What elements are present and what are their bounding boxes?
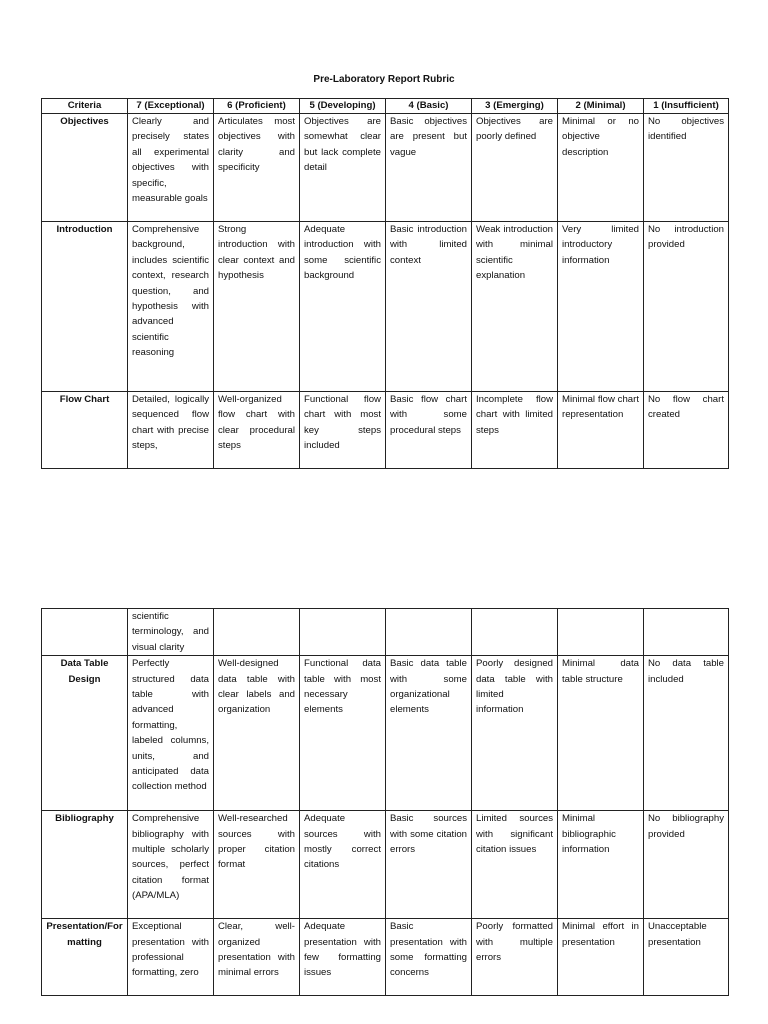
table-cell <box>386 609 472 656</box>
table-cell: Functional flow chart with most key steps included <box>300 392 386 469</box>
criteria-presentation-formatting: Presentation/Formatting <box>42 919 128 996</box>
table-cell: Minimal data table structure <box>558 656 644 811</box>
table-cell: scientific terminology, and visual clarity <box>128 609 214 656</box>
table-cell: Incomplete flow chart with limited steps <box>472 392 558 469</box>
header-level-7: 7 (Exceptional) <box>128 99 214 114</box>
table-cell: Objectives are somewhat clear but lack complete detail <box>300 114 386 222</box>
table-cell: Clearly and precisely states all experimental objectives with specific, measurable goals <box>128 114 214 222</box>
document-title: Pre-Laboratory Report Rubric <box>313 74 455 85</box>
table-cell: Strong introduction with clear context and hypothesis <box>214 222 300 392</box>
table-row <box>42 222 729 392</box>
table-row <box>42 656 729 811</box>
table-cell: Minimal bibliographic information <box>558 811 644 919</box>
table-cell: Perfectly structured data table with advanced formatting, labeled columns, units, and anticipated data collection method <box>128 656 214 811</box>
table-cell: Basic sources with some citation errors <box>386 811 472 919</box>
table-cell: No flow chart created <box>644 392 729 469</box>
table-cell: Poorly designed data table with limited information <box>472 656 558 811</box>
table-cell: Adequate presentation with few formatting issues <box>300 919 386 996</box>
table-row <box>42 919 729 996</box>
rubric-table-page-1 <box>41 98 729 469</box>
table-cell: Comprehensive bibliography with multiple scholarly sources, perfect citation format (APA/MLA) <box>128 811 214 919</box>
header-level-4: 4 (Basic) <box>386 99 472 114</box>
table-cell: No objectives identified <box>644 114 729 222</box>
table-cell: Minimal effort in presentation <box>558 919 644 996</box>
criteria-continued <box>42 609 128 656</box>
table-cell: Basic presentation with some formatting concerns <box>386 919 472 996</box>
table-cell: Minimal flow chart representation <box>558 392 644 469</box>
header-level-5: 5 (Developing) <box>300 99 386 114</box>
header-level-2: 2 (Minimal) <box>558 99 644 114</box>
criteria-data-table-design: Data Table Design <box>42 656 128 811</box>
table-cell: Well-researched sources with proper citation format <box>214 811 300 919</box>
table-cell: No bibliography provided <box>644 811 729 919</box>
table-cell <box>558 609 644 656</box>
table-cell <box>214 609 300 656</box>
table-cell: Comprehensive background, includes scientific context, research question, and hypothesis with advanced scientific reasoning <box>128 222 214 392</box>
table-cell: Weak introduction with minimal scientific explanation <box>472 222 558 392</box>
table-row <box>42 114 729 222</box>
criteria-introduction: Introduction <box>42 222 128 392</box>
table-row <box>42 609 729 656</box>
table-cell <box>644 609 729 656</box>
header-criteria: Criteria <box>42 99 128 114</box>
table-cell: Adequate introduction with some scientific background <box>300 222 386 392</box>
table-cell: Well-designed data table with clear labels and organization <box>214 656 300 811</box>
table-cell: Exceptional presentation with professional formatting, zero <box>128 919 214 996</box>
header-row <box>42 99 729 114</box>
criteria-objectives: Objectives <box>42 114 128 222</box>
header-level-3: 3 (Emerging) <box>472 99 558 114</box>
table-cell: Minimal or no objective description <box>558 114 644 222</box>
table-cell: No introduction provided <box>644 222 729 392</box>
table-cell: Articulates most objectives with clarity and specificity <box>214 114 300 222</box>
table-cell <box>300 609 386 656</box>
table-cell: Limited sources with significant citation issues <box>472 811 558 919</box>
table-cell: Basic objectives are present but vague <box>386 114 472 222</box>
table-cell <box>472 609 558 656</box>
table-row <box>42 392 729 469</box>
header-level-6: 6 (Proficient) <box>214 99 300 114</box>
table-cell: Detailed, logically sequenced flow chart with precise steps, <box>128 392 214 469</box>
table-cell: Poorly formatted with multiple errors <box>472 919 558 996</box>
table-cell: No data table included <box>644 656 729 811</box>
table-cell: Objectives are poorly defined <box>472 114 558 222</box>
table-cell: Well-organized flow chart with clear procedural steps <box>214 392 300 469</box>
table-cell: Adequate sources with mostly correct citations <box>300 811 386 919</box>
table-cell: Basic flow chart with some procedural steps <box>386 392 472 469</box>
table-row <box>42 811 729 919</box>
table-cell: Very limited introductory information <box>558 222 644 392</box>
rubric-table-page-2 <box>41 608 729 996</box>
criteria-bibliography: Bibliography <box>42 811 128 919</box>
table-cell: Basic data table with some organizational elements <box>386 656 472 811</box>
header-level-1: 1 (Insufficient) <box>644 99 729 114</box>
table-cell: Unacceptable presentation <box>644 919 729 996</box>
table-cell: Functional data table with most necessary elements <box>300 656 386 811</box>
criteria-flow-chart: Flow Chart <box>42 392 128 469</box>
table-cell: Clear, well-organized presentation with minimal errors <box>214 919 300 996</box>
table-cell: Basic introduction with limited context <box>386 222 472 392</box>
